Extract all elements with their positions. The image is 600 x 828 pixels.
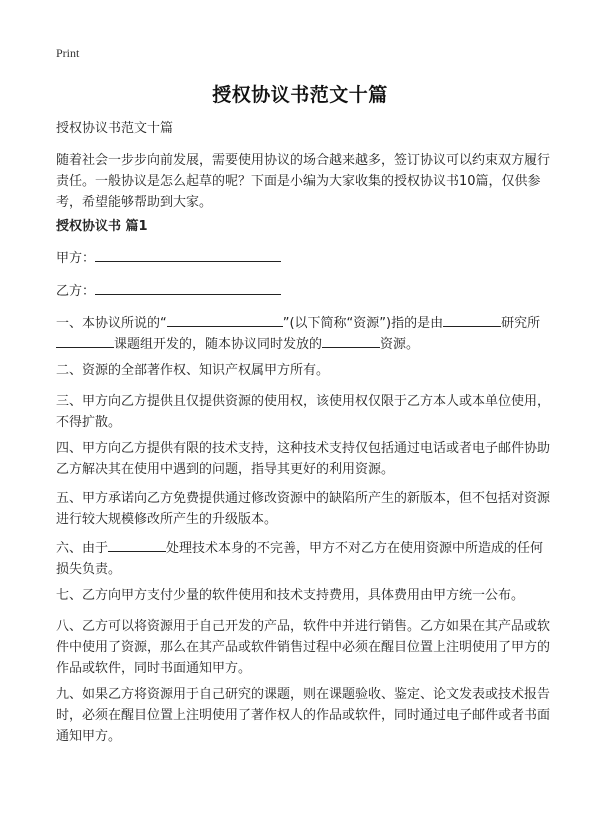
clause-6-text-a: 六、由于 [56, 541, 109, 556]
party-a-blank [95, 248, 281, 262]
document-subtitle: 授权协议书范文十篇 [56, 121, 174, 136]
clause-6-text-b: 处理技术本身的不完善，甲方不对乙方在使用资源中所造成的任何损失负责。 [56, 541, 544, 577]
clause-3: 三、甲方向乙方提供且仅提供资源的使用权，该使用权仅限于乙方本人或本单位使用，不得扩散。 [56, 394, 551, 430]
clause-1-text-e: 资源。 [380, 337, 420, 352]
clause-1 [56, 313, 556, 355]
team-blank [56, 334, 114, 348]
clause-2: 二、资源的全部著作权、知识产权属甲方所有。 [56, 363, 330, 378]
party-b-line [56, 281, 556, 302]
party-b-blank [95, 281, 281, 295]
clause-1-text-a: 一、本协议所说的“ [56, 316, 167, 331]
clause-1-text-b: ”(以下简称“资源”)指的是由 [282, 316, 444, 331]
print-link[interactable]: Print [56, 46, 80, 60]
clause-4: 四、甲方向乙方提供有限的技术支持，这种技术支持仅包括通过电话或者电子邮件协助乙方解决其在使用中遇到的问题，指导其更好的利用资源。 [56, 441, 551, 477]
clause-8: 八、乙方可以将资源用于自己开发的产品，软件中并进行销售。乙方如果在其产品或软件中使用了资源，那么在其产品或软件销售过程中必须在醒目位置上注明使用了甲方的作品或软件，同时书面通知甲方。 [56, 619, 551, 676]
party-a-label: 甲方： [56, 251, 96, 266]
clause-7: 七、乙方向甲方支付少量的软件使用和技术支持费用，具体费用由甲方统一公布。 [56, 588, 525, 603]
clause-1-text-d: 课题组开发的，随本协议同时发放的 [114, 337, 323, 352]
resource-blank [322, 334, 380, 348]
intro-paragraph: 随着社会一步步向前发展，需要使用协议的场合越来越多，签订协议可以约束双方履行责任。一般协议是怎么起草的呢？下面是小编为大家收集的授权协议书10篇，仅供参考，希望能够帮助到大家。 [56, 153, 551, 210]
resource-name-blank [167, 313, 283, 327]
party-a-line [56, 248, 556, 269]
clause-5: 五、甲方承诺向乙方免费提供通过修改资源中的缺陷所产生的新版本，但不包括对资源进行较大规模修改所产生的升级版本。 [56, 491, 551, 527]
section-title: 授权协议书 篇1 [56, 219, 148, 234]
clause-9: 九、如果乙方将资源用于自己研究的课题，则在课题验收、鉴定、论文发表或技术报告时，必须在醒目位置上注明使用了著作权人的作品或软件，同时通过电子邮件或者书面通知甲方。 [56, 687, 551, 744]
technology-blank [108, 538, 166, 552]
page-title: 授权协议书范文十篇 [212, 84, 388, 106]
clause-6 [56, 538, 556, 580]
institute-blank [443, 313, 501, 327]
clause-1-text-c: 研究所 [501, 316, 541, 331]
party-b-label: 乙方： [56, 284, 96, 299]
